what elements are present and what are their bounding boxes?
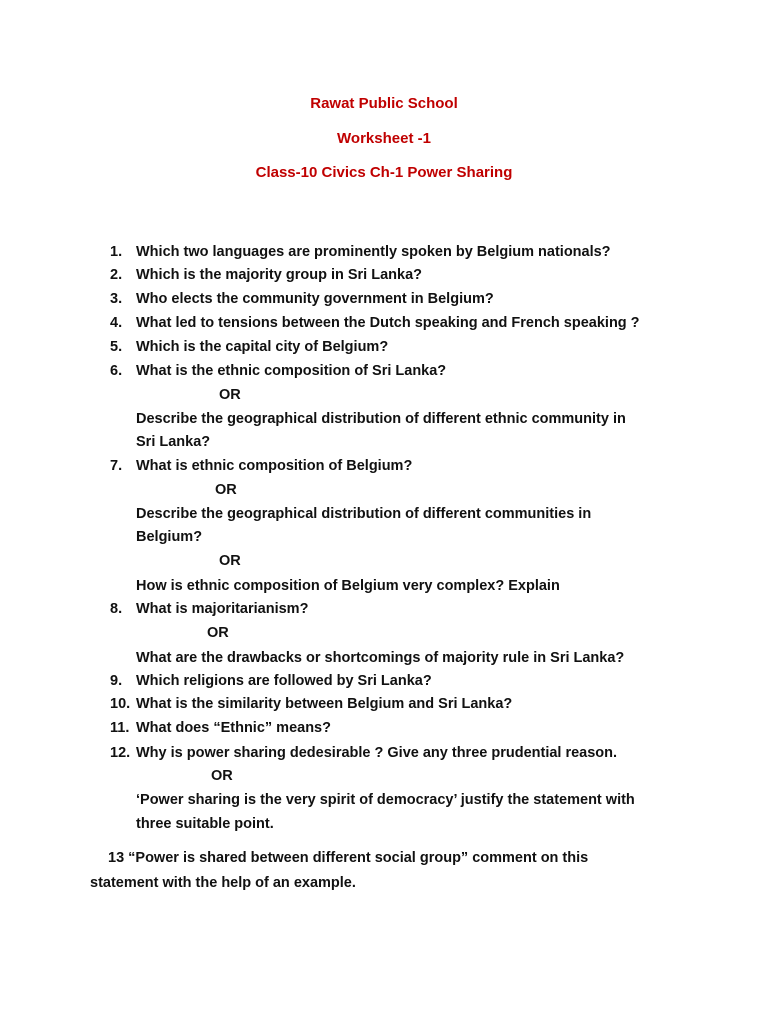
question-number: 7. [110,458,123,474]
worksheet-title: Worksheet -1 [337,130,431,147]
question-text: What is ethnic composition of Belgium? [136,458,413,474]
question-number: 2. [110,267,123,283]
question-text: What is majoritarianism? [136,601,309,617]
alternate-question-line: Describe the geographical distribution of different ethnic community in [136,411,626,427]
or-label: OR [211,768,233,784]
question-number: 9. [110,673,123,689]
or-label: OR [219,553,241,569]
question-text: Which religions are followed by Sri Lanka? [136,673,432,689]
question-number: 3. [110,291,123,307]
question-13-line-1: 13 “Power is shared between different social group” comment on this [108,850,589,866]
alternate-question-line: How is ethnic composition of Belgium very complex? Explain [136,578,560,594]
question-text: What does “Ethnic” means? [136,720,331,736]
question-number: 4. [110,315,123,331]
question-number: 12. [110,745,131,761]
question-text: Why is power sharing dedesirable ? Give any three prudential reason. [136,745,618,761]
question-text: What is the ethnic composition of Sri Lanka? [136,363,447,379]
alternate-question-line: Describe the geographical distribution of different communities in [136,506,592,522]
question-number: 10. [110,696,131,712]
question-text: Which two languages are prominently spoken by Belgium nationals? [136,244,611,260]
question-number: 11. [110,720,130,736]
alternate-question-line: What are the drawbacks or shortcomings of majority rule in Sri Lanka? [136,650,625,666]
question-number: 1. [110,244,123,260]
question-13-line-2: statement with the help of an example. [90,875,356,891]
question-text: Which is the capital city of Belgium? [136,339,389,355]
alternate-question-line: three suitable point. [136,816,274,832]
or-label: OR [219,387,241,403]
alternate-question-line: Belgium? [136,529,203,545]
question-text: What led to tensions between the Dutch speaking and French speaking ? [136,315,640,331]
or-label: OR [207,625,229,641]
question-text: Which is the majority group in Sri Lanka? [136,267,423,283]
school-name: Rawat Public School [310,95,458,112]
question-number: 8. [110,601,123,617]
question-text: What is the similarity between Belgium and Sri Lanka? [136,696,513,712]
question-number: 5. [110,339,123,355]
question-text: Who elects the community government in Belgium? [136,291,494,307]
subject-title: Class-10 Civics Ch-1 Power Sharing [255,164,513,181]
alternate-question-line: ‘Power sharing is the very spirit of democracy’ justify the statement with [136,792,635,808]
or-label: OR [215,482,237,498]
question-number: 6. [110,363,123,379]
alternate-question-line: Sri Lanka? [136,434,211,450]
